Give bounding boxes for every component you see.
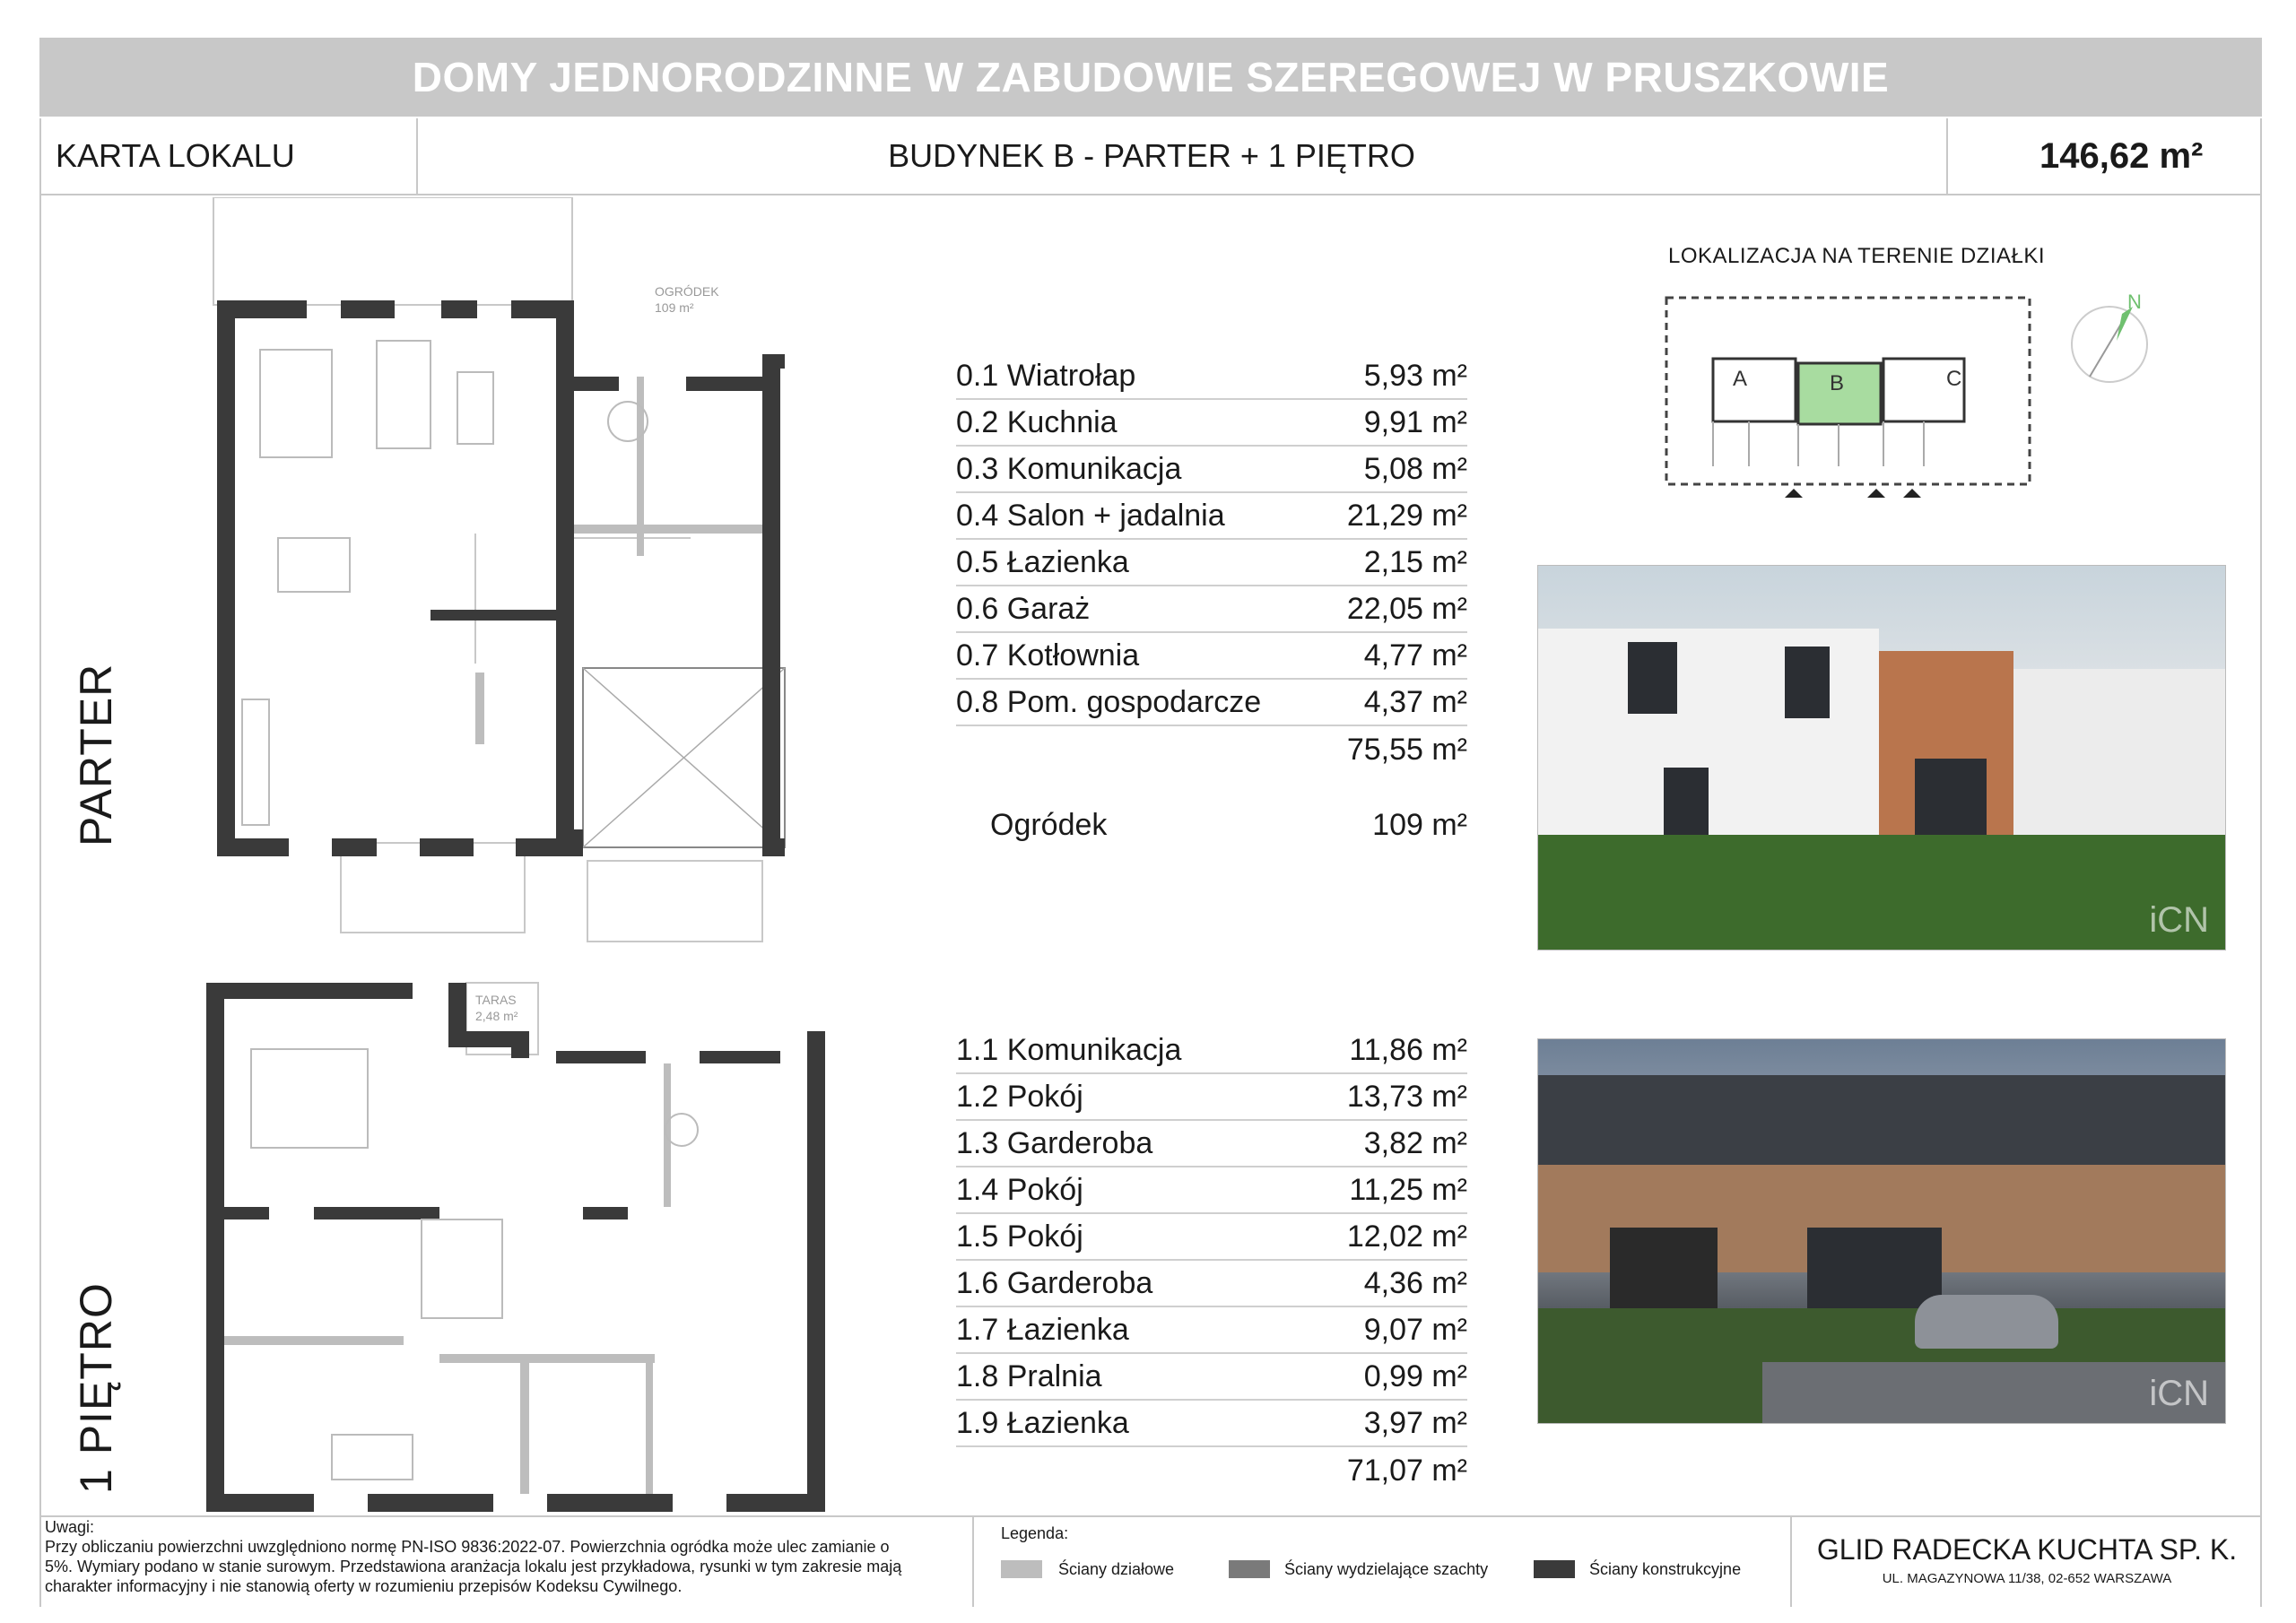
location-title: LOKALIZACJA NA TERENIE DZIAŁKI [1668, 244, 2046, 268]
first-rooms-table [956, 1028, 1467, 1494]
divider [416, 118, 418, 194]
divider [972, 1517, 974, 1607]
page-title: DOMY JEDNORODZINNE W ZABUDOWIE SZEREGOWEJ W PRUSZKOWIE [412, 54, 1890, 100]
divider [1946, 118, 1948, 194]
table-row: 1.9 Łazienka 3,97 m² [956, 1401, 1467, 1447]
notes-line: charakter informacyjny i nie stanowią oferty w rozumieniu przepisów Kodeksu Cywilnego. [45, 1577, 683, 1595]
compass-north-label: N [2127, 291, 2142, 313]
title-bar [39, 38, 2262, 117]
table-row: 1.3 Garderoba 3,82 m² [956, 1121, 1467, 1167]
table-row: 0.4 Salon + jadalnia 21,29 m² [956, 493, 1467, 540]
notes-title: Uwagi: [45, 1518, 95, 1536]
garden-label: OGRÓDEK [655, 284, 719, 299]
table-row: 0.2 Kuchnia 9,91 m² [956, 400, 1467, 447]
table-row: 1.4 Pokój 11,25 m² [956, 1167, 1467, 1214]
building-b-label: B [1830, 371, 1845, 395]
legend-label: Ściany wydzielające szachty [1284, 1560, 1489, 1578]
ground-total: 75,55 m² [1346, 733, 1467, 767]
total-area: 146,62 m² [2039, 136, 2204, 176]
divider [1790, 1517, 1792, 1607]
garden-row [956, 782, 1467, 868]
first-floor-plan [197, 977, 825, 1515]
table-row: 0.1 Wiatrołap 5,93 m² [956, 353, 1467, 400]
location-map [1659, 287, 2161, 520]
notes-block [45, 1517, 969, 1596]
notes-line: 5%. Wymiary podano w stanie surowym. Przedstawiona aranżacja lokalu jest przykładowa, rysunki w tym zakresie mają [45, 1558, 902, 1575]
watermark: iCN [2149, 900, 2209, 940]
frame-left [39, 118, 41, 1607]
table-row: 1.2 Pokój 13,73 m² [956, 1074, 1467, 1121]
first-total: 71,07 m² [1346, 1454, 1467, 1488]
compass-icon [2072, 291, 2147, 382]
table-row: 0.3 Komunikacja 5,08 m² [956, 447, 1467, 493]
legend-swatch [1229, 1560, 1270, 1578]
watermark: iCN [2149, 1374, 2209, 1413]
company-address: UL. MAGAZYNOWA 11/38, 02-652 WARSZAWA [1882, 1571, 2172, 1586]
building-c-label: C [1946, 367, 1962, 391]
legend-swatch [1534, 1560, 1575, 1578]
table-row: 0.6 Garaż 22,05 m² [956, 586, 1467, 633]
info-bar [39, 118, 2262, 195]
terrace-label: TARAS [475, 993, 517, 1007]
legend-label: Ściany konstrukcyjne [1589, 1560, 1742, 1578]
company-name: GLID RADECKA KUCHTA SP. K. [1816, 1533, 2238, 1566]
card-label: KARTA LOKALU [56, 137, 295, 174]
building-a-label: A [1733, 367, 1748, 391]
table-row: 1.1 Komunikacja 11,86 m² [956, 1028, 1467, 1074]
garden-name: Ogródek [990, 808, 1108, 842]
table-row: 0.7 Kotłownia 4,77 m² [956, 633, 1467, 680]
legend-title: Legenda: [1001, 1524, 1069, 1542]
ground-floor-label: PARTER [71, 663, 121, 846]
building-render-photo [1537, 565, 2226, 950]
table-row: 1.8 Pralnia 0,99 m² [956, 1354, 1467, 1401]
ground-rooms-table [956, 353, 1467, 868]
building-label: BUDYNEK B - PARTER + 1 PIĘTRO [888, 137, 1415, 174]
garden-area: 109 m² [1372, 808, 1467, 842]
garden-area-label: 109 m² [655, 300, 694, 315]
ground-floor-plan [206, 197, 834, 950]
legend-swatch [1001, 1560, 1042, 1578]
table-row: 1.5 Pokój 12,02 m² [956, 1214, 1467, 1261]
notes-line: Przy obliczaniu powierzchni uwzględniono normę PN-ISO 9836:2022-07. Powierzchnia ogródka może ulec zamianie o [45, 1538, 890, 1556]
table-row: 0.8 Pom. gospodarcze 4,37 m² [956, 680, 1467, 726]
first-floor-label: 1 PIĘTRO [71, 1282, 121, 1494]
building-render-photo [1537, 1038, 2226, 1424]
legend-label: Ściany działowe [1058, 1560, 1175, 1578]
table-row: 0.5 Łazienka 2,15 m² [956, 540, 1467, 586]
table-row: 1.6 Garderoba 4,36 m² [956, 1261, 1467, 1307]
frame-right [2260, 118, 2262, 1607]
table-row: 1.7 Łazienka 9,07 m² [956, 1307, 1467, 1354]
terrace-area-label: 2,48 m² [475, 1009, 518, 1023]
